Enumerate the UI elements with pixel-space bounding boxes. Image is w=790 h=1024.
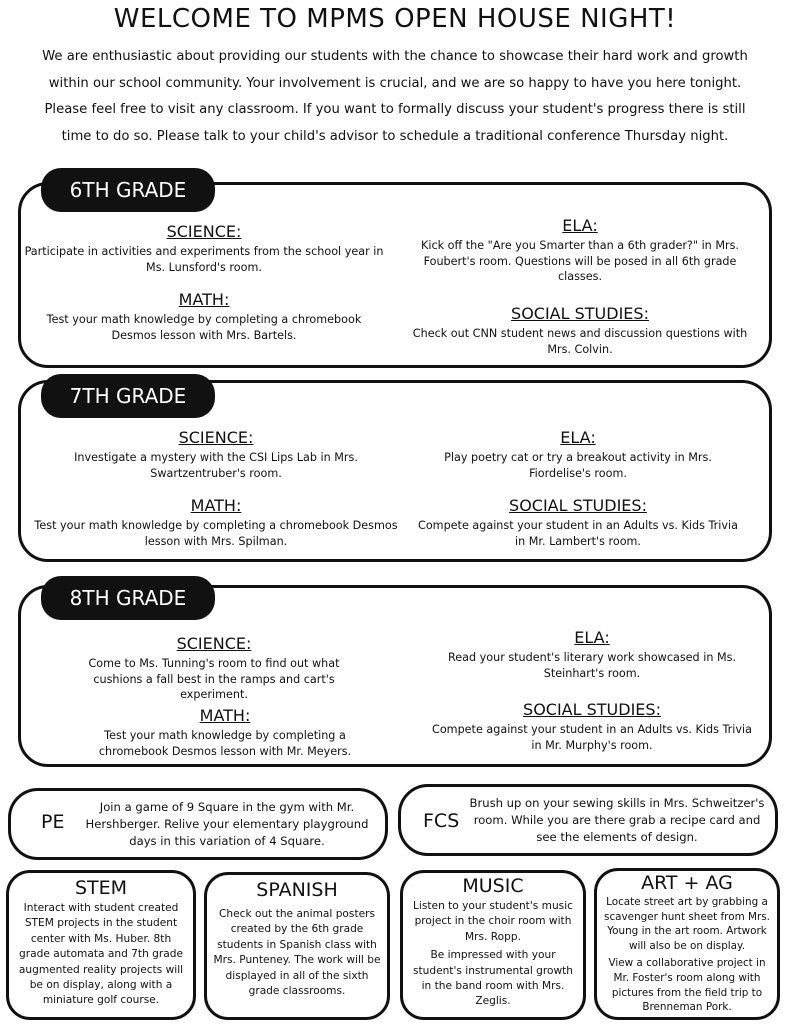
grade-8-ela-text: Read your student's literary work showcased in Ms. Steinhart's room. xyxy=(447,651,737,680)
grade-8-social-studies xyxy=(432,700,752,753)
grade-7-ela-text: Play poetry cat or try a breakout activity in Mrs. Fiordelise's room. xyxy=(444,451,712,480)
grade-6-science xyxy=(24,222,384,275)
art-ag-title: ART + AG xyxy=(641,872,733,894)
grade-6-social-text: Check out CNN student news and discussion questions with Mrs. Colvin. xyxy=(412,327,748,356)
grade-8-tab: 8TH GRADE xyxy=(41,576,215,620)
pe-box xyxy=(8,788,388,860)
grade-8-science-text: Come to Ms. Tunning's room to find out what cushions a fall best in the ramps and cart's experiment. xyxy=(88,657,340,701)
fcs-label: FCS xyxy=(423,810,460,832)
grade-6-math-heading: MATH: xyxy=(178,290,230,309)
grade-7-social-heading: SOCIAL STUDIES: xyxy=(509,496,647,515)
pe-text: Join a game of 9 Square in the gym with Mr. Hershberger. Relive your elementary playground days in this variation of 4 Square. xyxy=(85,800,369,848)
grade-6-ela xyxy=(410,216,750,285)
art-ag-card xyxy=(594,868,780,1020)
grade-8-ela-heading: ELA: xyxy=(574,628,610,647)
music-text-choir: Listen to your student's music project in the choir room with Mrs. Ropp. xyxy=(413,900,573,943)
grade-6-ela-text: Kick off the "Are you Smarter than a 6th grader?" in Mrs. Foubert's room. Questions will be posed in all 6th grade classes. xyxy=(421,239,739,283)
grade-8-math-text: Test your math knowledge by completing a chromebook Desmos lesson with Mr. Meyers. xyxy=(98,729,352,758)
music-card xyxy=(400,870,586,1020)
grade-7-science xyxy=(36,428,396,481)
grade-8-social-text: Compete against your student in an Adults vs. Kids Trivia in Mr. Murphy's room. xyxy=(432,723,752,752)
grade-6-science-heading: SCIENCE: xyxy=(166,222,242,241)
grade-7-social-studies xyxy=(418,496,738,549)
grade-6-math xyxy=(24,290,384,343)
stem-text: Interact with student created STEM projects in the student center with Ms. Huber. 8th grade automata and 7th grade augmented reality projects will be on display, along with a miniature golf course. xyxy=(18,902,184,1007)
grade-8-ela xyxy=(432,628,752,681)
grade-7-social-text: Compete against your student in an Adults vs. Kids Trivia in Mr. Lambert's room. xyxy=(418,519,738,548)
grade-8-math-heading: MATH: xyxy=(199,706,251,725)
fcs-text: Brush up on your sewing skills in Mrs. Schweitzer's room. While you are there grab a recipe card and see the elements of design. xyxy=(469,796,765,844)
grade-6-science-text: Participate in activities and experiments from the school year in Ms. Lunsford's room. xyxy=(24,245,384,274)
grade-7-math-text: Test your math knowledge by completing a chromebook Desmos lesson with Mrs. Spilman. xyxy=(34,519,398,548)
grade-6-tab: 6TH GRADE xyxy=(41,168,215,212)
grade-7-science-text: Investigate a mystery with the CSI Lips Lab in Mrs. Swartzentruber's room. xyxy=(74,451,358,480)
grade-7-tab: 7TH GRADE xyxy=(41,374,215,418)
page-title: WELCOME TO MPMS OPEN HOUSE NIGHT! xyxy=(113,4,677,34)
fcs-box xyxy=(398,784,778,856)
intro-paragraph: We are enthusiastic about providing our students with the chance to showcase their hard work and growth within our school community. Your involvement is crucial, and we are so happy to have you here tonight. Please feel free to visit any classroom. If you want to formally discuss your student's progress there is still time to do so. Please talk to your child's advisor to schedule a traditional conference Thursday night. xyxy=(42,49,748,144)
grade-8-science xyxy=(64,634,364,703)
music-title: MUSIC xyxy=(462,875,524,897)
music-text-band: Be impressed with your student's instrumental growth in the band room with Mrs. Zeglis. xyxy=(412,949,574,1008)
art-ag-text-art: Locate street art by grabbing a scavenger hunt sheet from Mrs. Young in the art room. Artwork will also be on display. xyxy=(604,896,770,952)
pe-label: PE xyxy=(41,811,65,833)
spanish-text: Check out the animal posters created by the 6th grade students in Spanish class with Mrs. Punteney. The work will be displayed in all of the sixth grade classrooms. xyxy=(213,908,381,998)
stem-card xyxy=(6,870,196,1020)
grade-7-ela-heading: ELA: xyxy=(560,428,596,447)
grade-6-social-heading: SOCIAL STUDIES: xyxy=(511,304,649,323)
grade-8-science-heading: SCIENCE: xyxy=(176,634,252,653)
grade-8-social-heading: SOCIAL STUDIES: xyxy=(523,700,661,719)
art-ag-text-ag: View a collaborative project in Mr. Foster's room along with pictures from the field trip to Brenneman Pork. xyxy=(608,957,766,1014)
spanish-card xyxy=(204,872,390,1020)
stem-title: STEM xyxy=(74,877,128,899)
grade-7-science-heading: SCIENCE: xyxy=(178,428,254,447)
grade-6-ela-heading: ELA: xyxy=(562,216,598,235)
spanish-title: SPANISH xyxy=(256,879,338,901)
grade-7-math-heading: MATH: xyxy=(190,496,242,515)
grade-8-math xyxy=(84,706,366,759)
grade-7-math xyxy=(32,496,400,549)
grade-6-social-studies xyxy=(405,304,755,357)
grade-6-math-text: Test your math knowledge by completing a chromebook Desmos lesson with Mrs. Bartels. xyxy=(46,313,362,342)
grade-7-ela xyxy=(418,428,738,481)
